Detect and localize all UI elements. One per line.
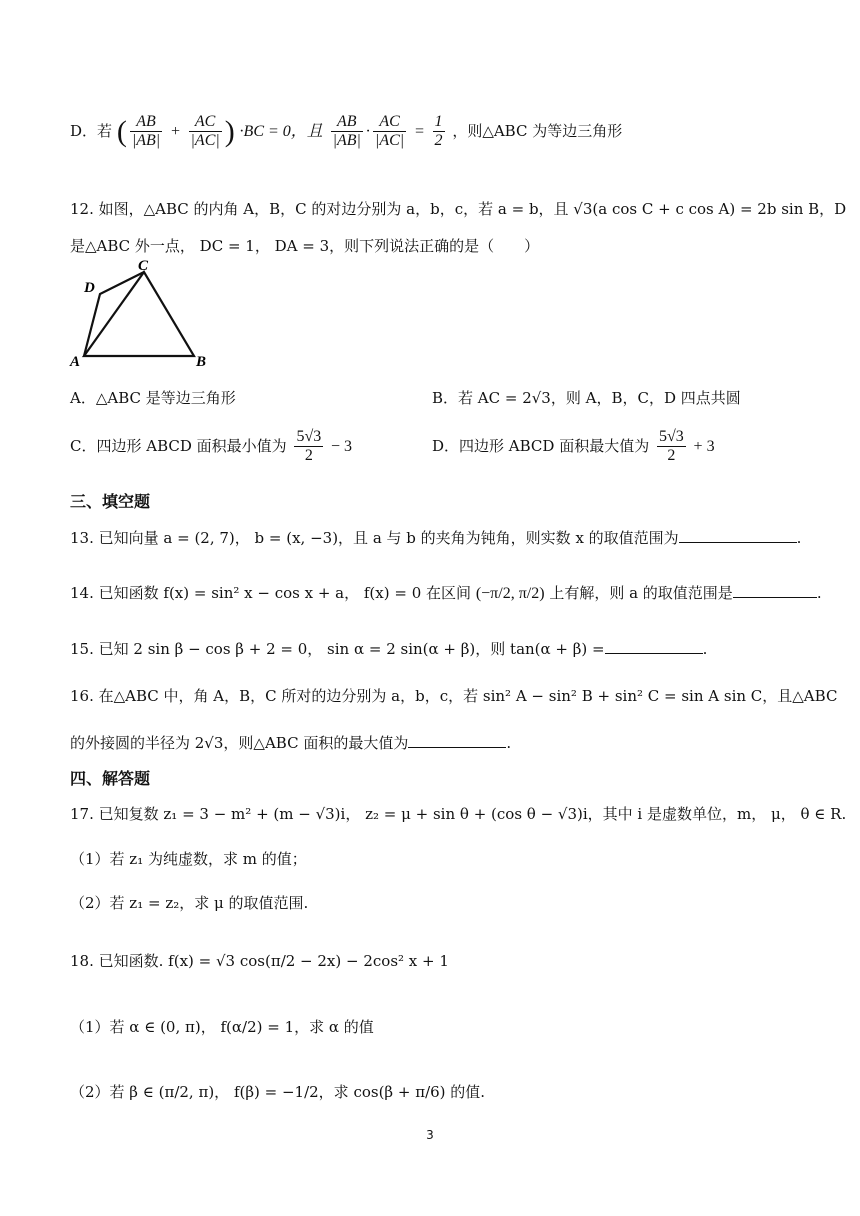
- q17-part2: （2）若 z₁ = z₂，求 μ 的取值范围.: [70, 894, 309, 912]
- q13-text: 13. 已知向量 a = (2, 7)， b = (x, −3)，且 a 与 b 的夹角为钝角，则实数 x 的取值范围为: [70, 529, 679, 547]
- q12-option-c-prefix: C．四边形 ABCD 面积最小值为: [70, 436, 287, 455]
- q12-stem-line1: 12. 如图，△ABC 的内角 A，B，C 的对边分别为 a，b，c，若 a = b，且 √3(a cos C + c cos A) = 2b sin B，D: [70, 200, 847, 218]
- q12-option-d-suffix: + 3: [693, 437, 715, 455]
- q11-option-d-equals: =: [413, 122, 425, 140]
- q12-option-b: B．若 AC = 2√3，则 A，B，C，D 四点共圆: [432, 389, 741, 407]
- q12-option-c: C．四边形 ABCD 面积最小值为 $\frac{5√3}{2}$ − 3: [70, 428, 353, 465]
- q11-option-d-condition: ·BC = 0，且: [239, 122, 323, 140]
- q14-text-a: 14. 已知函数 f(x) = sin² x − cos x + a， f(x) = 0 在区间: [70, 584, 472, 602]
- q14-text-b: 上有解，则 a 的取值范围是: [549, 584, 733, 602]
- q16-answer-blank: [408, 733, 506, 748]
- q11-option-d-prefix: D．若: [70, 121, 113, 140]
- q12-stem-line2: 是△ABC 外一点， DC = 1， DA = 3，则下列说法正确的是（ ）: [70, 237, 540, 255]
- section-3-title: 三、填空题: [70, 492, 151, 511]
- q12-option-d-prefix: D．四边形 ABCD 面积最大值为: [432, 436, 650, 455]
- figure-label-d: D: [84, 280, 95, 296]
- q17-stem: 17. 已知复数 z₁ = 3 − m² + (m − √3)i， z₂ = μ + sin θ + (cos θ − √3)i，其中 i 是虚数单位，m， μ， θ ∈ R.: [70, 805, 847, 823]
- q14-interval: (−π/2, π/2): [475, 585, 545, 602]
- q11-option-d-suffix: ，则△ABC 为等边三角形: [452, 121, 623, 140]
- q15-text: 15. 已知 2 sin β − cos β + 2 = 0， sin α = 2 sin(α + β)，则 tan(α + β) =: [70, 640, 605, 658]
- q14: 14. 已知函数 f(x) = sin² x − cos x + a， f(x) = 0 在区间 (−π/2, π/2) 上有解，则 a 的取值范围是 .: [70, 584, 822, 602]
- q18-part1: （1）若 α ∈ (0, π)， f(α/2) = 1，求 α 的值: [70, 1018, 374, 1036]
- q16-line1: 16. 在△ABC 中，角 A，B，C 所对的边分别为 a，b，c，若 sin² A − sin² B + sin² C = sin A sin C，且△ABC: [70, 687, 838, 705]
- page-number: 3: [426, 1128, 434, 1142]
- q11-option-d: D．若 ( $\frac{AB}{|AB|}$ + $\frac{AC}{|AC|}$ ) ·BC = 0，且 $\frac{AB}{|AB|}$ · $\frac{AC}{|AC|}$ = $\frac{1}{2}$ ，则△ABC 为等边三角形: [70, 113, 623, 150]
- q13: 13. 已知向量 a = (2, 7)， b = (x, −3)，且 a 与 b 的夹角为钝角，则实数 x 的取值范围为 .: [70, 529, 802, 547]
- q16-line2: 的外接圆的半径为 2√3，则△ABC 面积的最大值为 .: [70, 734, 512, 752]
- q16-line2-text: 的外接圆的半径为 2√3，则△ABC 面积的最大值为: [70, 734, 409, 752]
- q11-option-d-half: $\frac{1}{2}$: [434, 113, 443, 150]
- q17-part1: （1）若 z₁ 为纯虚数，求 m 的值；: [70, 850, 307, 868]
- q15: 15. 已知 2 sin β − cos β + 2 = 0， sin α = 2 sin(α + β)，则 tan(α + β) = .: [70, 640, 708, 658]
- q18-part2: （2）若 β ∈ (π/2, π)， f(β) = −1/2，求 cos(β + π/6) 的值.: [70, 1083, 486, 1101]
- q15-answer-blank: [605, 639, 703, 654]
- q12-figure: [62, 258, 222, 370]
- q13-answer-blank: [679, 528, 797, 543]
- figure-label-a: A: [70, 354, 81, 370]
- section-4-title: 四、解答题: [70, 769, 151, 788]
- figure-label-b: B: [196, 354, 207, 370]
- q18-stem: 18. 已知函数. f(x) = √3 cos(π/2 − 2x) − 2cos² x + 1: [70, 952, 449, 970]
- q14-answer-blank: [733, 583, 817, 598]
- figure-label-c: C: [138, 258, 149, 274]
- q12-option-d: D．四边形 ABCD 面积最大值为 $\frac{5√3}{2}$ + 3: [432, 428, 715, 465]
- q12-option-c-suffix: − 3: [331, 437, 353, 455]
- q12-option-a: A．△ABC 是等边三角形: [70, 389, 236, 407]
